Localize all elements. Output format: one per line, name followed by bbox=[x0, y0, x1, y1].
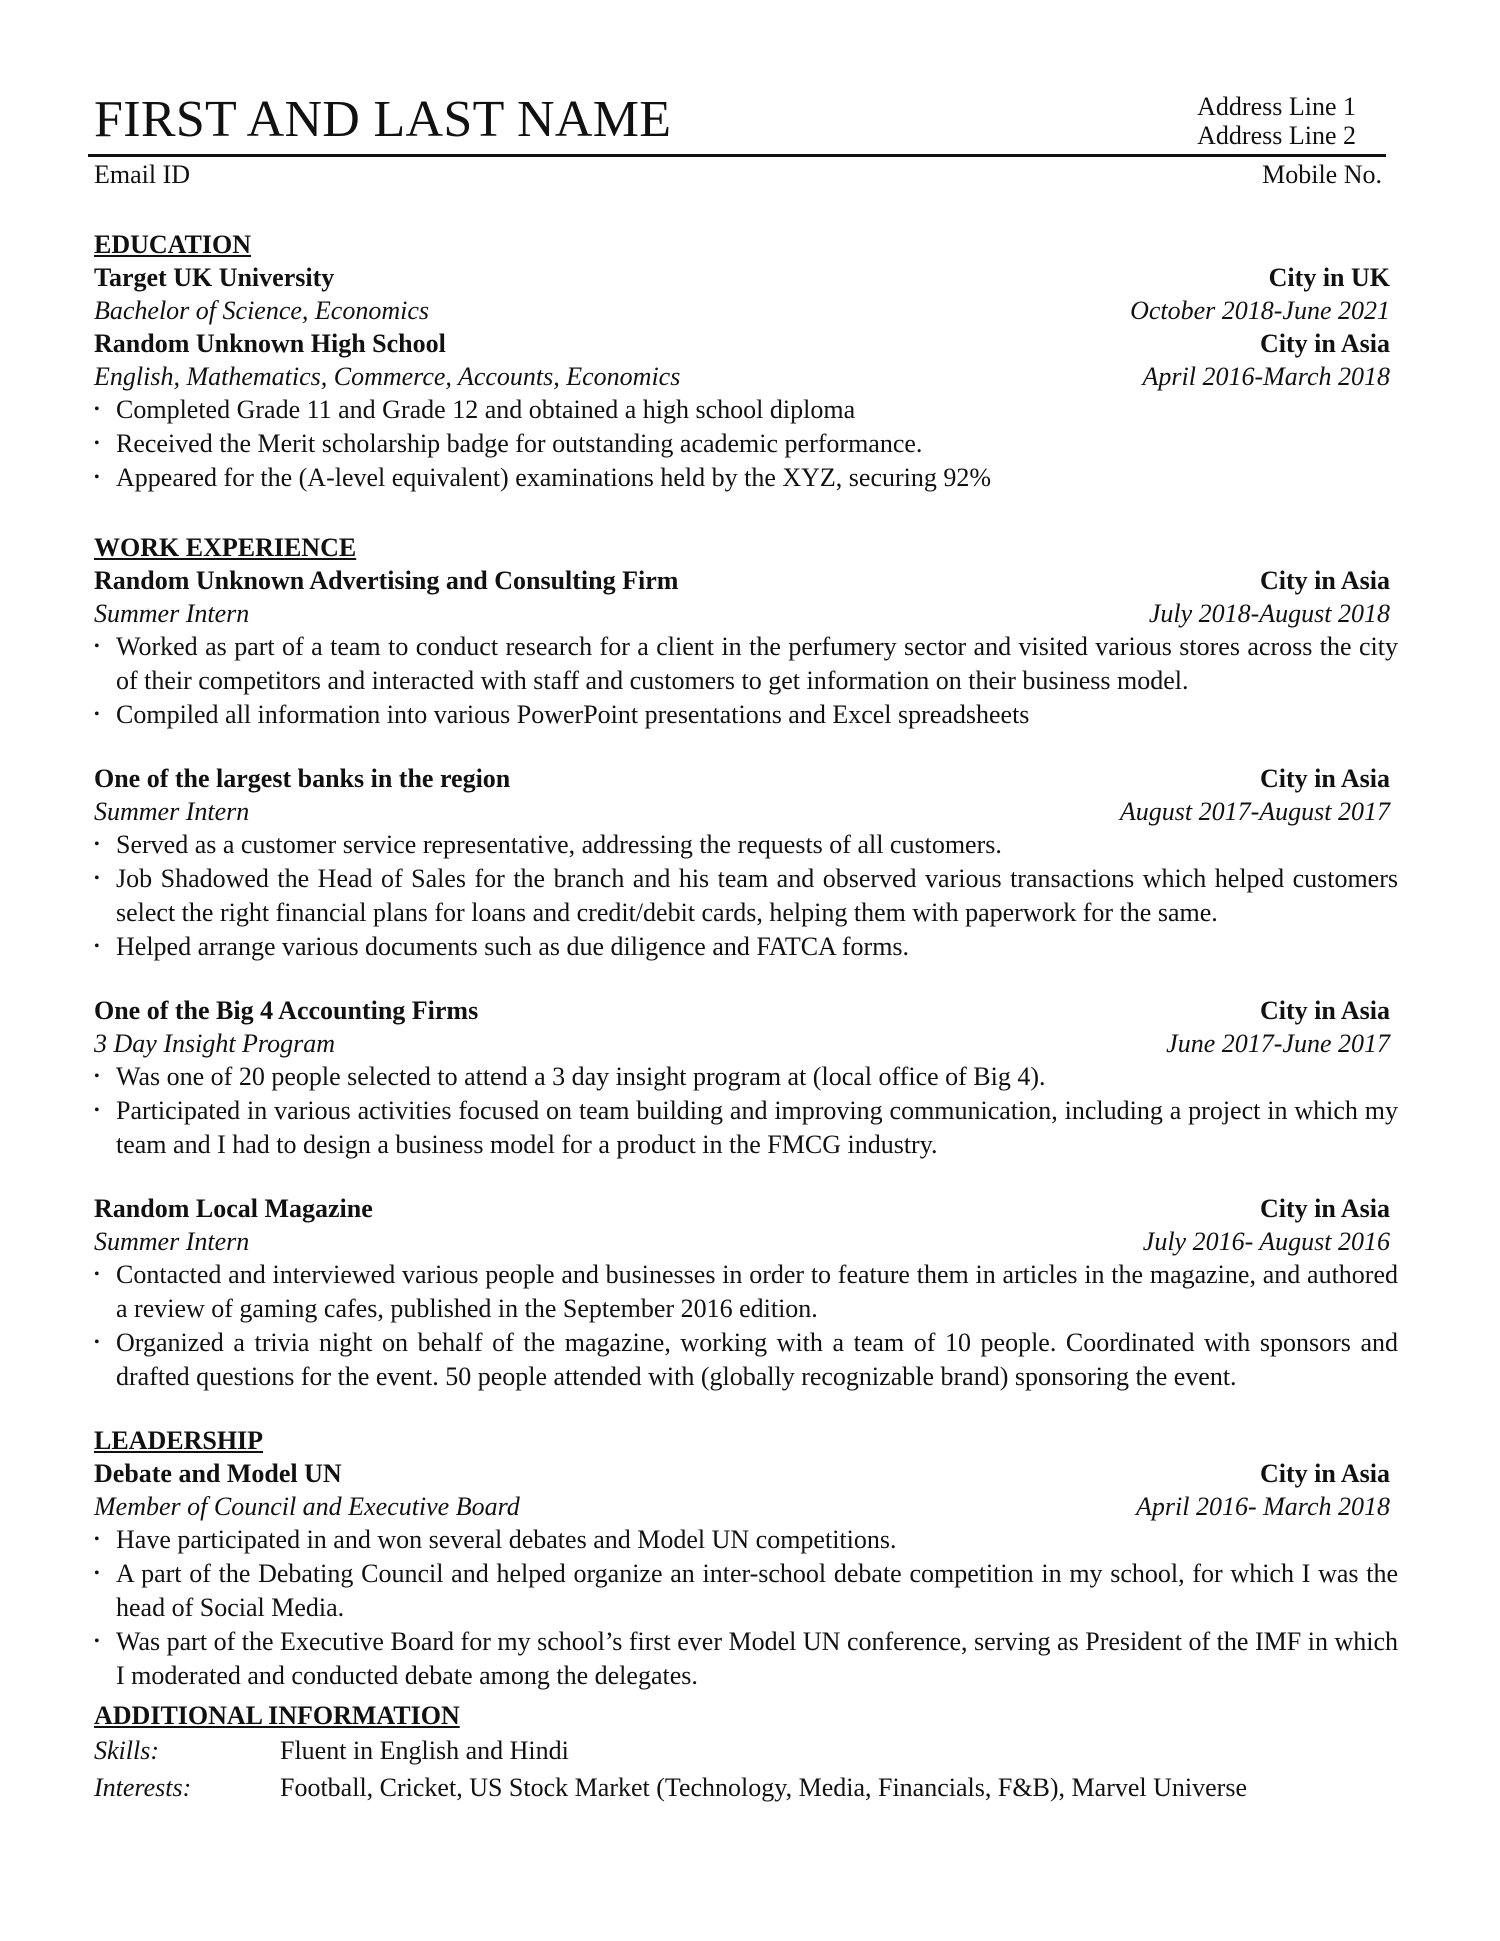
address-line-1: Address Line 1 bbox=[1197, 92, 1356, 121]
section-title: EDUCATION bbox=[94, 230, 251, 259]
header-divider bbox=[88, 154, 1386, 157]
job-bullets bbox=[94, 1060, 1398, 1162]
role: Summer Intern bbox=[94, 797, 250, 826]
mobile-number: Mobile No. bbox=[1262, 160, 1382, 189]
bullet-item: • Completed Grade 11 and Grade 12 and obtained a high school diploma bbox=[94, 393, 1398, 427]
leadership-detail bbox=[94, 1490, 1398, 1523]
leadership-section bbox=[94, 1424, 1398, 1693]
bullet-item: • Participated in various activities focused on team building and improving communication, including a project in which my team and I had to design a business model for a product in the FMCG industry. bbox=[94, 1094, 1398, 1162]
job-header bbox=[94, 564, 1398, 597]
dates: June 2017-June 2017 bbox=[1166, 1029, 1390, 1058]
job-detail bbox=[94, 1225, 1398, 1258]
job-bullets bbox=[94, 828, 1398, 964]
job-entry bbox=[94, 762, 1398, 964]
education-bullets bbox=[94, 393, 1398, 495]
bullet-item: • Helped arrange various documents such as due diligence and FATCA forms. bbox=[94, 930, 1398, 964]
job-detail bbox=[94, 1027, 1398, 1060]
job-header bbox=[94, 994, 1398, 1027]
school-location: City in UK bbox=[1268, 263, 1390, 292]
dates: August 2017-August 2017 bbox=[1119, 797, 1390, 826]
education-section bbox=[94, 228, 1398, 495]
bullet-item: • Served as a customer service representative, addressing the requests of all customers. bbox=[94, 828, 1398, 862]
school-name: Random Unknown High School bbox=[94, 329, 446, 358]
education-entry-header bbox=[94, 261, 1398, 294]
school-location: City in Asia bbox=[1259, 329, 1390, 358]
interests-label: Interests: bbox=[94, 1773, 192, 1802]
bullet-item: • Organized a trivia night on behalf of the magazine, working with a team of 10 people. Coordinated with sponsors and drafted questions for the event. 50 people attended with (globally recognizable brand) sponsoring the event. bbox=[94, 1326, 1398, 1394]
interests-value: Football, Cricket, US Stock Market (Technology, Media, Financials, F&B), Marvel Universe bbox=[280, 1773, 1247, 1802]
bullet-item: • A part of the Debating Council and helped organize an inter-school debate competition in my school, for which I was the head of Social Media. bbox=[94, 1557, 1398, 1625]
address-line-2: Address Line 2 bbox=[1197, 121, 1356, 150]
email: Email ID bbox=[94, 160, 191, 189]
dates: July 2018-August 2018 bbox=[1148, 599, 1390, 628]
job-location: City in Asia bbox=[1259, 1194, 1390, 1223]
subjects: English, Mathematics, Commerce, Accounts, Economics bbox=[94, 362, 681, 391]
job-entry bbox=[94, 1192, 1398, 1394]
dates: October 2018-June 2021 bbox=[1130, 296, 1390, 325]
school-name: Target UK University bbox=[94, 263, 335, 292]
address-block bbox=[1197, 92, 1356, 150]
skills-row bbox=[94, 1732, 1398, 1769]
bullet-item: • Have participated in and won several debates and Model UN competitions. bbox=[94, 1523, 1398, 1557]
role: 3 Day Insight Program bbox=[94, 1029, 335, 1058]
job-bullets bbox=[94, 1258, 1398, 1394]
role: Member of Council and Executive Board bbox=[94, 1492, 520, 1521]
section-title: LEADERSHIP bbox=[94, 1426, 264, 1455]
bullet-item: • Appeared for the (A-level equivalent) examinations held by the XYZ, securing 92% bbox=[94, 461, 1398, 495]
bullet-item: • Was part of the Executive Board for my school’s first ever Model UN conference, serving as President of the IMF in which I moderated and conducted debate among the delegates. bbox=[94, 1625, 1398, 1693]
education-entry-detail bbox=[94, 294, 1398, 327]
organization: Random Unknown Advertising and Consulting Firm bbox=[94, 566, 679, 595]
dates: July 2016- August 2016 bbox=[1142, 1227, 1390, 1256]
job-location: City in Asia bbox=[1259, 566, 1390, 595]
organization: One of the Big 4 Accounting Firms bbox=[94, 996, 479, 1025]
job-header bbox=[94, 762, 1398, 795]
degree: Bachelor of Science, Economics bbox=[94, 296, 429, 325]
bullet-item: • Worked as part of a team to conduct research for a client in the perfumery sector and visited various stores across the city of their competitors and interacted with staff and customers to get information on their business model. bbox=[94, 630, 1398, 698]
candidate-name: FIRST AND LAST NAME bbox=[94, 91, 672, 148]
skills-label: Skills: bbox=[94, 1736, 159, 1765]
organization: One of the largest banks in the region bbox=[94, 764, 511, 793]
section-title: ADDITIONAL INFORMATION bbox=[94, 1701, 460, 1730]
bullet-item: • Was one of 20 people selected to attend a 3 day insight program at (local office of Big 4). bbox=[94, 1060, 1398, 1094]
section-title: WORK EXPERIENCE bbox=[94, 533, 357, 562]
role: Summer Intern bbox=[94, 599, 250, 628]
job-location: City in Asia bbox=[1259, 764, 1390, 793]
education-entry-header bbox=[94, 327, 1398, 360]
resume-body bbox=[94, 228, 1398, 1806]
interests-row bbox=[94, 1769, 1398, 1806]
role: Summer Intern bbox=[94, 1227, 250, 1256]
dates: April 2016- March 2018 bbox=[1136, 1492, 1390, 1521]
bullet-item: • Job Shadowed the Head of Sales for the branch and his team and observed various transactions which helped customers select the right financial plans for loans and credit/debit cards, helping them with paperwork for the same. bbox=[94, 862, 1398, 930]
job-entry bbox=[94, 564, 1398, 732]
leadership-header bbox=[94, 1457, 1398, 1490]
bullet-item: • Received the Merit scholarship badge for outstanding academic performance. bbox=[94, 427, 1398, 461]
job-bullets bbox=[94, 630, 1398, 732]
job-detail bbox=[94, 597, 1398, 630]
dates: April 2016-March 2018 bbox=[1142, 362, 1390, 391]
bullet-item: • Compiled all information into various PowerPoint presentations and Excel spreadsheets bbox=[94, 698, 1398, 732]
job-location: City in Asia bbox=[1259, 996, 1390, 1025]
education-entry-detail bbox=[94, 360, 1398, 393]
job-header bbox=[94, 1192, 1398, 1225]
additional-info-section bbox=[94, 1699, 1398, 1806]
leadership-bullets bbox=[94, 1523, 1398, 1693]
job-detail bbox=[94, 795, 1398, 828]
bullet-item: • Contacted and interviewed various people and businesses in order to feature them in articles in the magazine, and authored a review of gaming cafes, published in the September 2016 edition. bbox=[94, 1258, 1398, 1326]
job-entry bbox=[94, 994, 1398, 1162]
organization: Random Local Magazine bbox=[94, 1194, 373, 1223]
organization: Debate and Model UN bbox=[94, 1459, 342, 1488]
skills-value: Fluent in English and Hindi bbox=[280, 1736, 569, 1765]
work-experience-section bbox=[94, 531, 1398, 1394]
leadership-location: City in Asia bbox=[1259, 1459, 1390, 1488]
